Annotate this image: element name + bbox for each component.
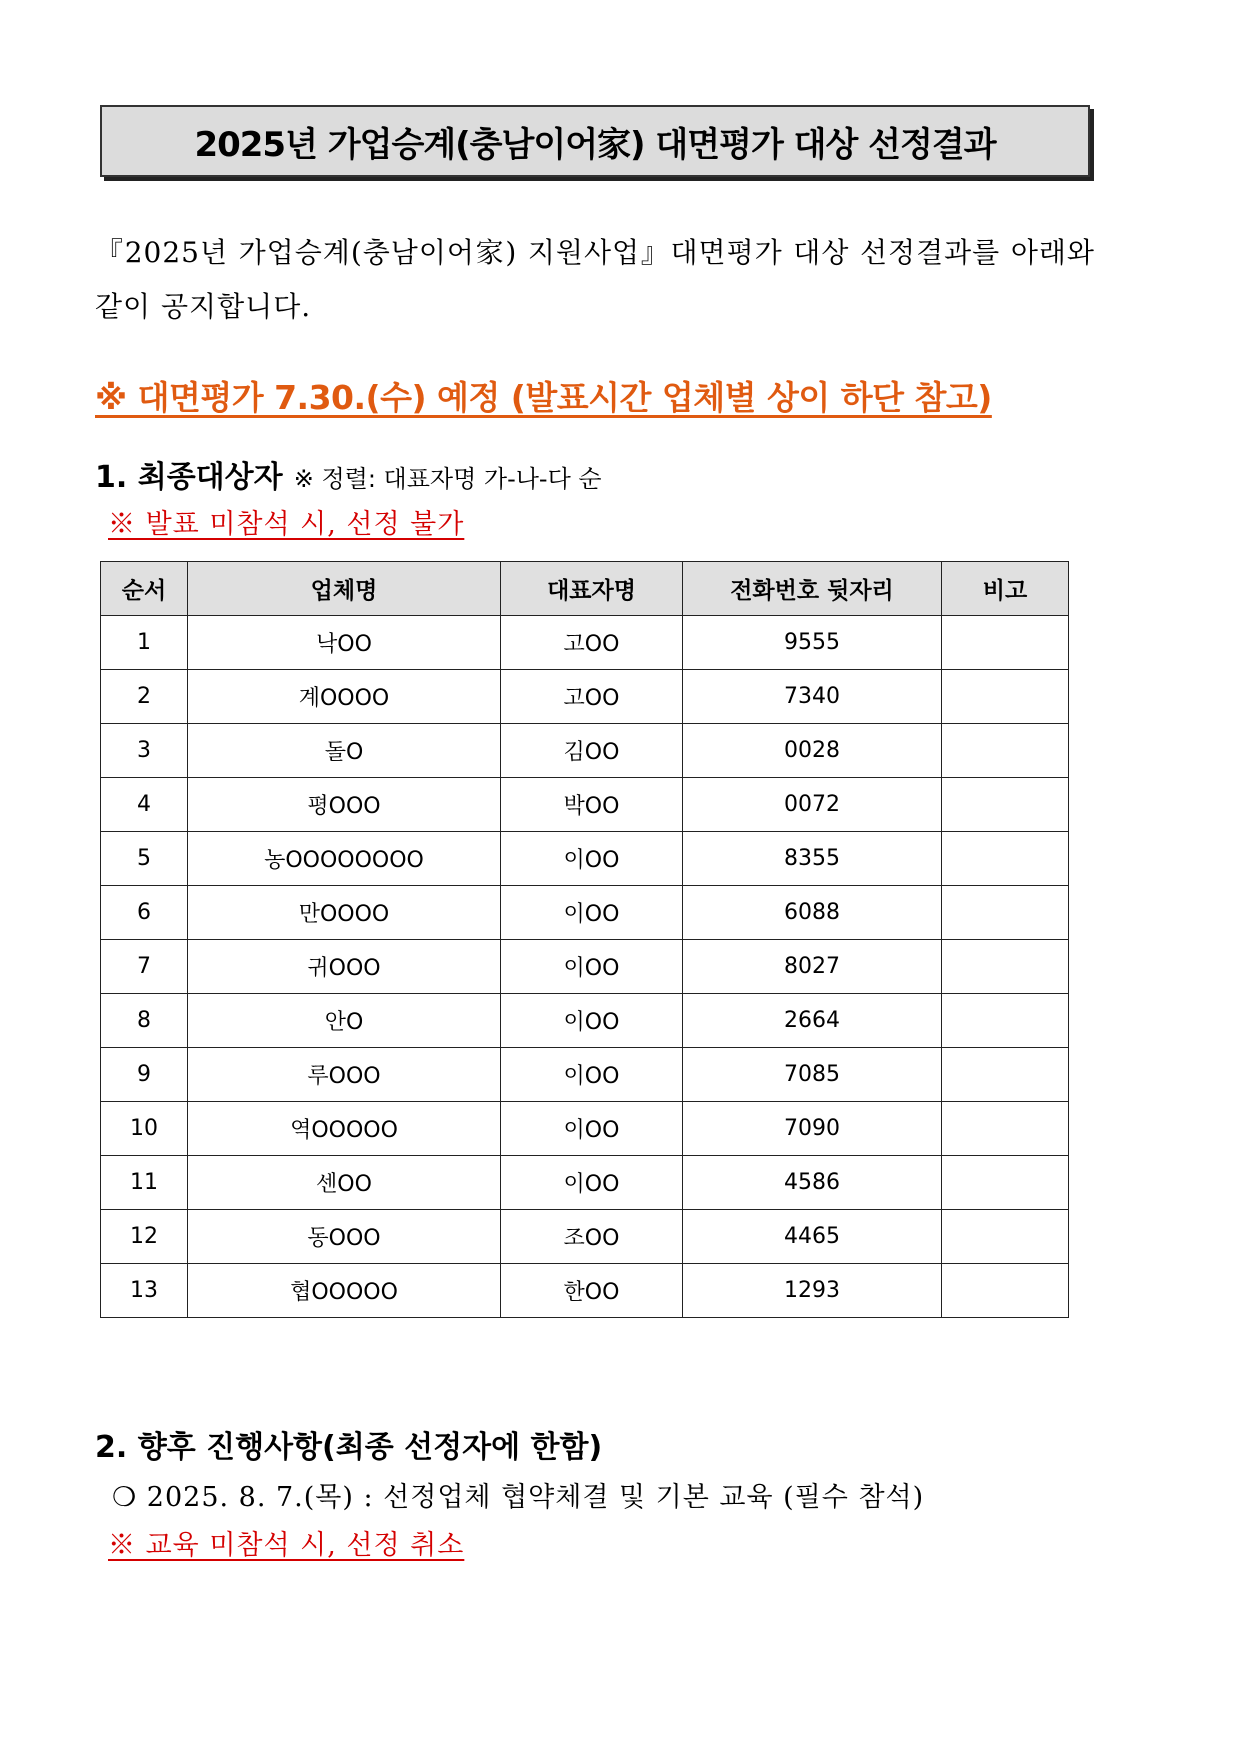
section1-heading-line bbox=[95, 452, 602, 496]
cell-order: 5 bbox=[101, 832, 188, 886]
cell-representative: 이OO bbox=[501, 940, 683, 994]
cell-company: 협OOOOO bbox=[188, 1264, 501, 1318]
header-remarks: 비고 bbox=[942, 562, 1069, 616]
cell-representative: 이OO bbox=[501, 1102, 683, 1156]
sort-note: ※ 정렬: 대표자명 가-나-다 순 bbox=[293, 465, 602, 493]
cell-representative: 이OO bbox=[501, 1156, 683, 1210]
cell-phone-suffix: 9555 bbox=[683, 616, 942, 670]
section2-heading: 2. 향후 진행사항(최종 선정자에 한함) bbox=[95, 1430, 603, 1465]
cell-phone-suffix: 1293 bbox=[683, 1264, 942, 1318]
table-row bbox=[101, 886, 1069, 940]
table-header-row bbox=[101, 562, 1069, 616]
cell-representative: 한OO bbox=[501, 1264, 683, 1318]
cell-remarks bbox=[942, 1264, 1069, 1318]
cell-remarks bbox=[942, 1102, 1069, 1156]
cell-order: 1 bbox=[101, 616, 188, 670]
table-row bbox=[101, 832, 1069, 886]
cell-order: 8 bbox=[101, 994, 188, 1048]
header-order: 순서 bbox=[101, 562, 188, 616]
cell-company: 평OOO bbox=[188, 778, 501, 832]
cell-representative: 김OO bbox=[501, 724, 683, 778]
cell-remarks bbox=[942, 994, 1069, 1048]
table-row bbox=[101, 670, 1069, 724]
header-phone-suffix: 전화번호 뒷자리 bbox=[683, 562, 942, 616]
cell-company: 농OOOOOOOO bbox=[188, 832, 501, 886]
education-warning: ※ 교육 미참석 시, 선정 취소 bbox=[108, 1530, 465, 1561]
cell-order: 10 bbox=[101, 1102, 188, 1156]
cell-order: 12 bbox=[101, 1210, 188, 1264]
table-row bbox=[101, 994, 1069, 1048]
cell-remarks bbox=[942, 724, 1069, 778]
cell-phone-suffix: 7340 bbox=[683, 670, 942, 724]
cell-remarks bbox=[942, 616, 1069, 670]
presentation-warning: ※ 발표 미참석 시, 선정 불가 bbox=[108, 509, 465, 540]
cell-phone-suffix: 8027 bbox=[683, 940, 942, 994]
cell-order: 9 bbox=[101, 1048, 188, 1102]
evaluation-notice: ※ 대면평가 7.30.(수) 예정 (발표시간 업체별 상이 하단 참고) bbox=[95, 378, 992, 417]
cell-remarks bbox=[942, 940, 1069, 994]
table-row bbox=[101, 1264, 1069, 1318]
cell-order: 4 bbox=[101, 778, 188, 832]
table-row bbox=[101, 778, 1069, 832]
cell-order: 6 bbox=[101, 886, 188, 940]
cell-phone-suffix: 6088 bbox=[683, 886, 942, 940]
cell-representative: 이OO bbox=[501, 886, 683, 940]
schedule-item: ❍ 2025. 8. 7.(목) : 선정업체 협약체결 및 기본 교육 (필수 참석) bbox=[112, 1482, 925, 1513]
cell-phone-suffix: 2664 bbox=[683, 994, 942, 1048]
header-representative: 대표자명 bbox=[501, 562, 683, 616]
cell-phone-suffix: 7090 bbox=[683, 1102, 942, 1156]
cell-remarks bbox=[942, 832, 1069, 886]
table-row bbox=[101, 1210, 1069, 1264]
header-company: 업체명 bbox=[188, 562, 501, 616]
cell-company: 만OOOO bbox=[188, 886, 501, 940]
table-row bbox=[101, 1102, 1069, 1156]
intro-paragraph: 『2025년 가업승계(충남이어家) 지원사업』대면평가 대상 선정결과를 아래와 같이 공지합니다. bbox=[95, 236, 1095, 323]
cell-representative: 이OO bbox=[501, 1048, 683, 1102]
cell-remarks bbox=[942, 1048, 1069, 1102]
cell-phone-suffix: 0072 bbox=[683, 778, 942, 832]
cell-phone-suffix: 7085 bbox=[683, 1048, 942, 1102]
title-box bbox=[100, 105, 1090, 177]
cell-phone-suffix: 4586 bbox=[683, 1156, 942, 1210]
cell-company: 센OO bbox=[188, 1156, 501, 1210]
table-row bbox=[101, 724, 1069, 778]
table-row bbox=[101, 940, 1069, 994]
table-row bbox=[101, 1156, 1069, 1210]
cell-company: 안O bbox=[188, 994, 501, 1048]
section1-heading: 1. 최종대상자 bbox=[95, 460, 283, 495]
cell-company: 귀OOO bbox=[188, 940, 501, 994]
cell-phone-suffix: 8355 bbox=[683, 832, 942, 886]
cell-order: 13 bbox=[101, 1264, 188, 1318]
cell-order: 11 bbox=[101, 1156, 188, 1210]
cell-company: 낙OO bbox=[188, 616, 501, 670]
cell-representative: 이OO bbox=[501, 832, 683, 886]
cell-order: 2 bbox=[101, 670, 188, 724]
cell-company: 계OOOO bbox=[188, 670, 501, 724]
cell-remarks bbox=[942, 1210, 1069, 1264]
cell-phone-suffix: 0028 bbox=[683, 724, 942, 778]
cell-representative: 박OO bbox=[501, 778, 683, 832]
cell-company: 역OOOOO bbox=[188, 1102, 501, 1156]
cell-representative: 이OO bbox=[501, 994, 683, 1048]
table-row bbox=[101, 1048, 1069, 1102]
cell-company: 루OOO bbox=[188, 1048, 501, 1102]
cell-representative: 고OO bbox=[501, 670, 683, 724]
table-body bbox=[101, 616, 1069, 1318]
cell-remarks bbox=[942, 670, 1069, 724]
table-row bbox=[101, 616, 1069, 670]
cell-representative: 고OO bbox=[501, 616, 683, 670]
roster-table bbox=[100, 561, 1069, 1318]
cell-company: 돌O bbox=[188, 724, 501, 778]
cell-company: 동OOO bbox=[188, 1210, 501, 1264]
cell-remarks bbox=[942, 886, 1069, 940]
document-title: 2025년 가업승계(충남이어家) 대면평가 대상 선정결과 bbox=[194, 124, 996, 165]
cell-order: 7 bbox=[101, 940, 188, 994]
cell-phone-suffix: 4465 bbox=[683, 1210, 942, 1264]
cell-representative: 조OO bbox=[501, 1210, 683, 1264]
cell-remarks bbox=[942, 1156, 1069, 1210]
cell-remarks bbox=[942, 778, 1069, 832]
cell-order: 3 bbox=[101, 724, 188, 778]
